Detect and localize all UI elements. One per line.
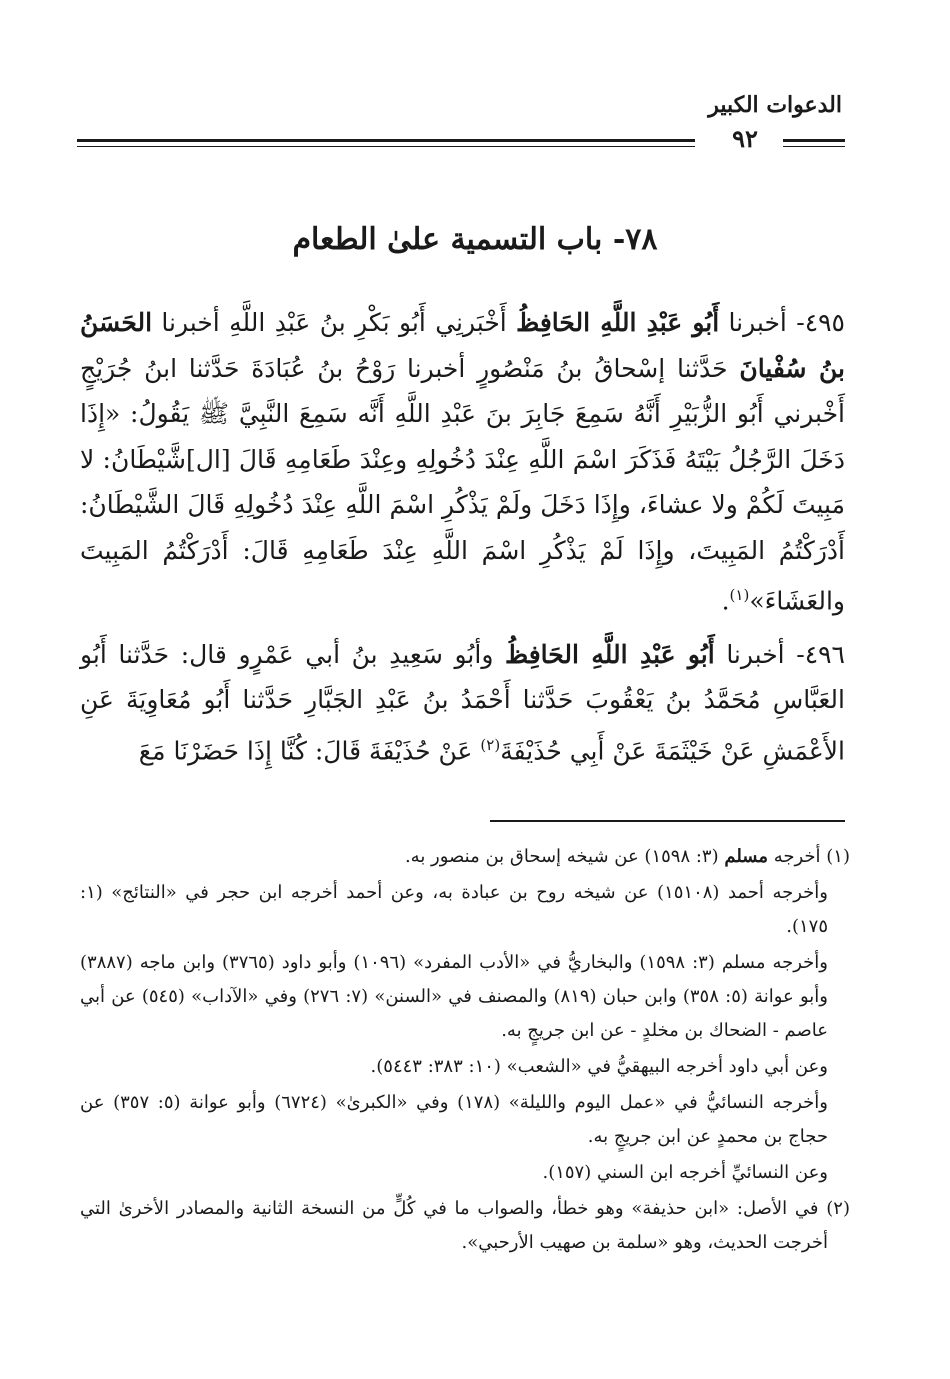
narrator-name: أَبُو عَبْدِ اللَّهِ الحَافِظُ [505,639,715,669]
header-rule-main-bottom [77,146,695,147]
text-run: أَخْبَرنِي أَبُو بَكْرِ بنُ عَبْدِ اللَّهِ أخبرنا [152,308,517,337]
source-name: مسلم [724,846,768,867]
hadith-495 [80,300,845,624]
hadith-number: ٤٩٥- [786,308,845,337]
footnote-2: (٢) في الأصل: «ابن حذيفة» وهو خطأ، والصواب ما في كُلٍّ من النسخة الثانية والمصادر الأخرىٰ التي أخرجت الحديث، وهو «سلمة بن صهيب الأرحبي». [80,1198,850,1253]
text-run: (١) أخرجه [767,846,850,867]
footnote-ref[interactable]: (٢) [480,735,501,754]
footnote-1-para: وعن أبي داود أخرجه البيهقيُّ في «الشعب» (١٠: ٣٨٣: ٥٤٤٣). [370,1056,828,1077]
footnote-1 [80,840,850,874]
running-title: الدعوات الكبير [708,92,842,118]
footnote-1-para: وأخرجه النسائيُّ في «عمل اليوم والليلة» (١٧٨) وفي «الكبرىٰ» (٦٧٢٤) وأبو عوانة (٥: ٣٥٧) عن حجاج بن محمدٍ عن ابن جريجٍ به. [80,1092,828,1147]
text-run: أخبرنا [714,639,785,669]
footnotes [80,840,850,1262]
text-run: . [721,586,730,616]
narrator-name: الحَسَنُ بنُ سُفْيانَ [80,308,845,383]
text-run: أخبرنا [719,308,787,337]
footnote-1-para: وعن النسائيِّ أخرجه ابن السني (١٥٧). [542,1162,828,1183]
narrator-name: أَبُو عَبْدِ اللَّهِ الحَافِظُ [516,308,720,337]
footnote-separator [490,820,845,822]
text-run: حَدَّثنا إسْحاقُ بنُ مَنْصُورٍ أخبرنا رَوْحُ بنُ عُبَادَةَ حَدَّثنا ابنُ جُرَيْجٍ أَخْبرني أَبُو الزُّبَيْرِ أَنَّهُ سَمِعَ جَابِرَ بنَ عَبْدِ اللَّهِ أَنَّه سَمِعَ النَّبِيَّ ﷺ يَقُولُ: «إِذَا دَخَلَ الرَّجُلُ بَيْتَهُ فَذَكَرَ اسْمَ اللَّهِ عِنْدَ دُخُولِهِ وعِنْدَ طَعَامِهِ قَالَ [ال]شَّيْطَانُ: لا مَبِيتَ لَكُمْ ولا عشاءَ، وإِذَا دَخَلَ ولَمْ يَذْكُرِ اسْمَ اللَّهِ عِنْدَ دُخُولِهِ قَالَ الشَّيْطَانُ: أَدْرَكْتُمُ المَبِيتَ، وإِذَا لَمْ يَذْكُرِ اسْمَ اللَّهِ عِنْدَ طَعَامِهِ قَالَ: أَدْرَكْتُمُ المَبِيتَ والعَشَاءَ» [80,353,845,616]
hadith-496 [80,632,845,774]
header-rule-main-top [77,139,695,142]
section-title: ٧٨- باب التسمية علىٰ الطعام [292,222,658,257]
hadith-number: ٤٩٦- [784,639,845,669]
footnote-1-para: وأخرجه أحمد (١٥١٠٨) عن شيخه روح بن عبادة به، وعن أحمد أخرجه ابن حجر في «النتائج» (١: ١٧٥). [80,882,828,937]
header-rule-short-top [783,139,845,142]
text-run: وأبُو سَعِيدِ بنُ أبي عَمْرٍو قال: حَدَّثنا أَبُو العَبَّاسِ مُحَمَّدُ بنُ يَعْقُوبَ حَدَّثنا أَحْمَدُ بنُ عَبْدِ الجَبَّارِ حَدَّثنا أَبُو مُعَاوِيَةَ عَنِ الأَعْمَشِ عَنْ خَيْثَمَةَ عَنْ أَبِي حُذَيْفَةَ [80,639,845,766]
main-text [80,300,845,774]
text-run: (٣: ١٥٩٨) عن شيخه إسحاق بن منصور به. [404,846,725,867]
footnote-ref[interactable]: (١) [729,586,750,604]
header-rule-short-bottom [783,146,845,147]
page-number: ٩٢ [732,124,758,153]
text-run: عَنْ حُذَيْفَةَ قَالَ: كُنَّا إِذَا حَضَرْنَا مَعَ [138,736,481,766]
footnote-1-para: وأخرجه مسلم (٣: ١٥٩٨) والبخاريُّ في «الأدب المفرد» (١٠٩٦) وأبو داود (٣٧٦٥) وابن ماجه (٣٨٨٧) وأبو عوانة (٥: ٣٥٨) وابن حبان (٨١٩) والمصنف في «السنن» (٧: ٢٧٦) وفي «الآداب» (٥٤٥) عن أبي عاصم - الضحاك بن مخلدٍ - عن ابن جريجٍ به. [80,952,828,1041]
